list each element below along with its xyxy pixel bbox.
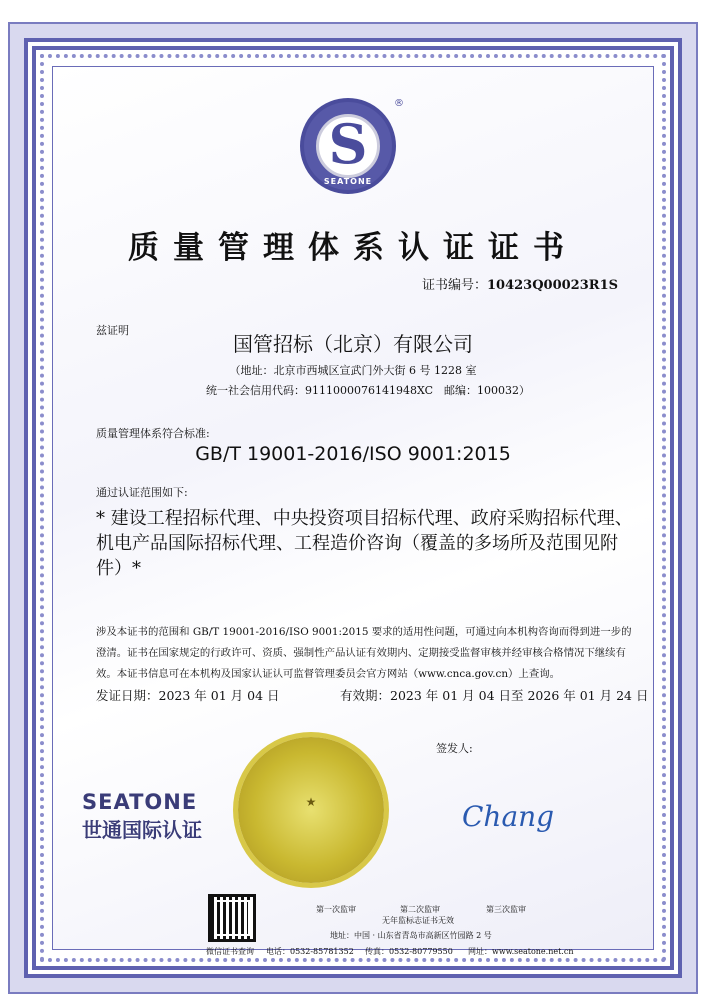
qr-label: 微信证书查询	[206, 947, 254, 956]
audit-3: 第三次监审	[486, 905, 526, 914]
signature: Chang	[462, 800, 555, 833]
certification-scope: * 建设工程招标代理、中央投资项目招标代理、政府采购招标代理、机电产品国际招标代理、工程造价咨询（覆盖的多场所及范围见附件）*	[96, 508, 633, 579]
company-name: 国管招标（北京）有限公司	[233, 332, 473, 356]
footer-phone: 电话：0532-85781352	[266, 947, 354, 956]
issue-date: 发证日期：2023 年 01 月 04 日	[96, 688, 280, 703]
standard-label: 质量管理体系符合标准:	[96, 427, 210, 440]
scope-label: 通过认证范围如下:	[96, 486, 188, 499]
gold-seal: ★	[238, 737, 384, 883]
seatone-logo: S SEATONE	[300, 98, 396, 194]
credit-code: 统一社会信用代码：9111000076141948XC 邮编：100032）	[205, 384, 531, 397]
notice-paragraph: 涉及本证书的范围和 GB/T 19001-2016/ISO 9001:2015 要求的适用性问题，可通过向本机构咨询而得到进一步的澄清。证书在国家规定的行政许可、资质、强制性产品认证有效期内、定期接受监督审核并经审核合格情况下继续有效。本证书信息可在本机构及国家认证认可监督管理委员会官方网站（www.cnca.gov.cn）上查询。	[96, 626, 632, 680]
validity-period: 有效期：2023 年 01 月 04 日至 2026 年 01 月 24 日	[340, 688, 649, 703]
footer-fax: 传真：0532-80779550	[365, 947, 453, 956]
standard: GB/T 19001-2016/ISO 9001:2015	[195, 443, 511, 465]
certificate-number: 证书编号：10423Q00023R1S	[421, 278, 618, 293]
certificate-title: 质量管理体系认证证书	[128, 230, 578, 266]
footer-address: 地址：中国 · 山东省青岛市高新区竹园路 2 号	[330, 931, 492, 940]
audit-2: 第二次监审	[400, 905, 440, 914]
brand-name-en: SEATONE	[82, 790, 198, 814]
audit-1: 第一次监审	[316, 905, 356, 914]
signer-label: 签发人:	[436, 742, 473, 755]
registered-mark: ®	[394, 98, 404, 109]
footer-website: 网址：www.seatone.net.cn	[468, 947, 574, 956]
company-address: （地址：北京市西城区宣武门外大街 6 号 1228 室	[229, 364, 477, 377]
certify-label: 兹证明	[96, 324, 129, 337]
brand-name-cn: 世通国际认证	[82, 818, 202, 842]
annual-audit-notice: 无年监标志证书无效	[382, 916, 454, 925]
qr-code[interactable]	[208, 894, 256, 942]
